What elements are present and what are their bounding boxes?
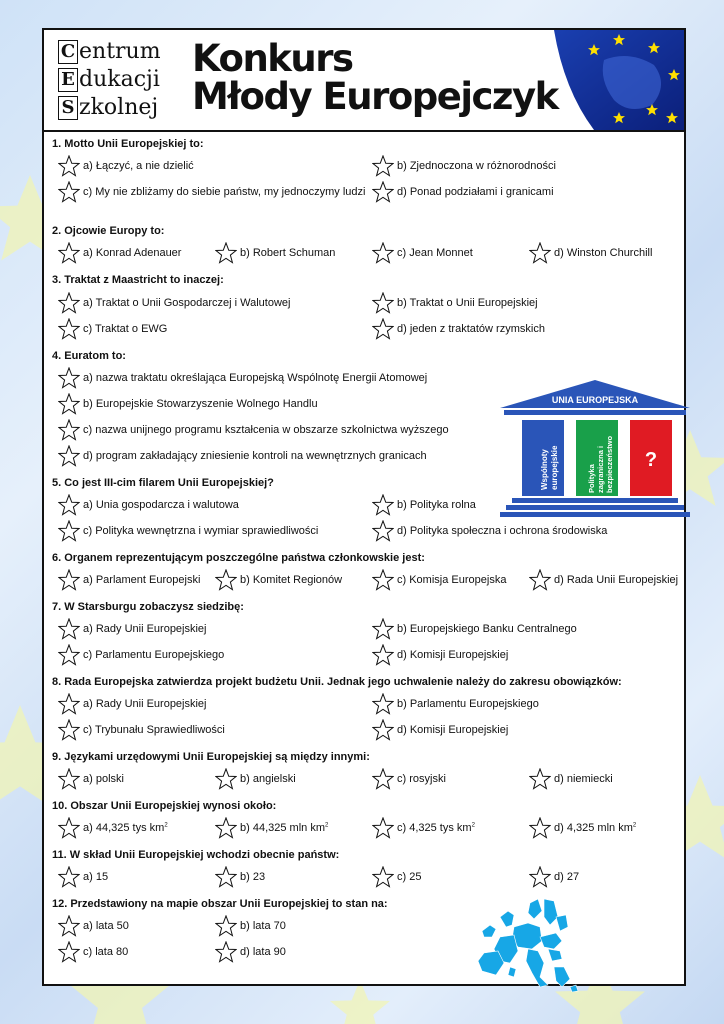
pillar-2-label: Politykazagraniczna ibezpieczeństwo — [587, 435, 614, 493]
page-title — [192, 37, 558, 118]
star-checkbox-icon[interactable] — [372, 181, 394, 203]
star-checkbox-icon[interactable] — [58, 768, 80, 790]
logo-cap-c: C — [58, 40, 78, 64]
header — [44, 30, 684, 132]
star-checkbox-icon[interactable] — [58, 618, 80, 640]
star-checkbox-icon[interactable] — [372, 693, 394, 715]
logo-text-1: entrum — [79, 39, 161, 64]
question-12: 12. Przedstawiony na mapie obszar Unii Europejskiej to stan na: — [52, 898, 388, 910]
pillar-3-label: ? — [644, 449, 658, 471]
star-checkbox-icon[interactable] — [58, 292, 80, 314]
question-6: 6. Organem reprezentującym poszczególne państwa członkowskie jest: — [52, 552, 425, 564]
question-1: 1. Motto Unii Europejskiej to: — [52, 138, 204, 150]
question-8: 8. Rada Europejska zatwierdza projekt budżetu Unii. Jednak jego uchwalenie należy do zakresu obowiązków: — [52, 676, 622, 688]
question-10: 10. Obszar Unii Europejskiej wynosi około: — [52, 800, 277, 812]
eu-map-image — [470, 897, 580, 992]
question-2: 2. Ojcowie Europy to: — [52, 225, 165, 237]
logo-text-3: zkolnej — [79, 95, 159, 120]
star-checkbox-icon[interactable] — [215, 768, 237, 790]
star-checkbox-icon[interactable] — [372, 242, 394, 264]
question-3: 3. Traktat z Maastricht to inaczej: — [52, 274, 224, 286]
star-checkbox-icon[interactable] — [58, 393, 80, 415]
star-checkbox-icon[interactable] — [58, 494, 80, 516]
question-7: 7. W Starsburgu zobaczysz siedzibę: — [52, 601, 244, 613]
star-checkbox-icon[interactable] — [58, 367, 80, 389]
quiz-sheet: C entrum E dukacji S zkolnej Konkurs Młody Europejczyk 1. Motto Unii Europejskiej to: a) Łączyć, a nie dzielić b) Zjednoczona w różnorodności c) My nie zbliżamy do siebie państw, my jednoczymy ludzi d) Ponad podziałami i granicami 2. Ojcowie Europy to: a) Konrad Adenauer b) Robert Schuman c) Jean Monnet d) Winston Churchill 3. Traktat z Maastricht to inaczej: a) Traktat o Unii Gospodarczej i Walutowej b) Traktat o Unii Europejskiej c) Traktat o EWG d) jeden z traktatów rzymskich 4. Euratom to: a) nazwa traktatu określająca Europejską Wspólnotę Energii Atomowej b) Europejskie Stowarzyszenie Wolnego Handlu c) nazwa unijnego programu kształcenia w obszarze szkolnictwa wyższego d) program zakładający zniesienie kontroli na wewnętrznych granicach UNIA EUROPEJSKA Wspólnotyeuropejskie Politykazagraniczna ibezpieczeństwo ? 5. Co jest III-cim filarem Unii Europejskiej? a) Unia gospodarcza i walutowa b) Polityka rolna c) Polityka wewnętrzna i wymiar sprawiedliwości d) Polityka społeczna i ochrona środowiska 6. Organem reprezentującym poszczególne państwa członkowskie jest: a) Parlament Europejski b) Komitet Regionów c) Komisja Europejska d) Rada Unii Europejskiej 7. W Starsburgu zobaczysz siedzibę: a) Rady Unii Europejskiej b) Europejskiego Banku Centralnego c) Parlamentu Europejskiego d) Komisji Europejskiej 8. Rada Europejska zatwierdza projekt budżetu Unii. Jednak jego uchwalenie należy do zakresu obowiązków: a) Rady Unii Europejskiej b) Parlamentu Europejskiego c) Trybunału Sprawiedliwości d) Komisji Europejskiej 9. Językami urzędowymi Unii Europejskiej są między innymi: a) polski b) angielski c) rosyjski d) niemiecki 10. Obszar Unii Europejskiej wynosi około: a) 44,325 tys $km^2$ b) 44,325 mln $km^2$ c) 4,325 tys $km^2$ d) 4,325 mln $km^2$ 11. W skład Unii Europejskiej wchodzi obecnie państw: a) 15 b) 23 c) 25 d) 27 12. Przedstawiony na mapie obszar Unii Europejskiej to stan na: a) lata 50 b) lata 70 c) lata 80 d) lata 90 — [42, 28, 686, 986]
star-checkbox-icon[interactable] — [58, 941, 80, 963]
eu-stars-banner — [534, 30, 684, 130]
star-checkbox-icon[interactable] — [372, 866, 394, 888]
star-checkbox-icon[interactable] — [372, 155, 394, 177]
star-checkbox-icon[interactable] — [372, 520, 394, 542]
pillars-roof-label: UNIA EUROPEJSKA — [551, 395, 639, 405]
star-checkbox-icon[interactable] — [215, 941, 237, 963]
logo-text-2: dukacji — [79, 67, 160, 92]
star-checkbox-icon[interactable] — [529, 866, 551, 888]
star-checkbox-icon[interactable] — [58, 719, 80, 741]
star-checkbox-icon[interactable] — [58, 644, 80, 666]
star-checkbox-icon[interactable] — [372, 292, 394, 314]
logo-cap-e: E — [58, 68, 78, 92]
star-checkbox-icon[interactable] — [215, 866, 237, 888]
star-checkbox-icon[interactable] — [58, 693, 80, 715]
question-5: 5. Co jest III-cim filarem Unii Europejskiej? — [52, 477, 274, 489]
star-checkbox-icon[interactable] — [58, 318, 80, 340]
star-checkbox-icon[interactable] — [215, 569, 237, 591]
star-checkbox-icon[interactable] — [372, 318, 394, 340]
title-line-1: Konkurs — [192, 37, 353, 80]
star-checkbox-icon[interactable] — [58, 915, 80, 937]
star-checkbox-icon[interactable] — [372, 569, 394, 591]
star-checkbox-icon[interactable] — [58, 866, 80, 888]
star-checkbox-icon[interactable] — [58, 817, 80, 839]
star-checkbox-icon[interactable] — [372, 618, 394, 640]
star-checkbox-icon[interactable] — [58, 419, 80, 441]
logo-cap-s: S — [58, 96, 78, 120]
star-checkbox-icon[interactable] — [58, 569, 80, 591]
star-checkbox-icon[interactable] — [58, 181, 80, 203]
star-checkbox-icon[interactable] — [215, 915, 237, 937]
star-checkbox-icon[interactable] — [529, 768, 551, 790]
star-checkbox-icon[interactable] — [372, 768, 394, 790]
logo — [58, 38, 178, 124]
star-checkbox-icon[interactable] — [215, 242, 237, 264]
title-line-2: Młody Europejczyk — [192, 75, 558, 118]
question-4: 4. Euratom to: — [52, 350, 126, 362]
star-checkbox-icon[interactable] — [58, 155, 80, 177]
question-9: 9. Językami urzędowymi Unii Europejskiej są między innymi: — [52, 751, 370, 763]
star-checkbox-icon[interactable] — [529, 242, 551, 264]
star-checkbox-icon[interactable] — [58, 445, 80, 467]
star-checkbox-icon[interactable] — [529, 569, 551, 591]
pillar-1-label: Wspólnotyeuropejskie — [540, 445, 559, 490]
question-11: 11. W skład Unii Europejskiej wchodzi obecnie państw: — [52, 849, 340, 861]
star-checkbox-icon[interactable] — [58, 520, 80, 542]
star-checkbox-icon[interactable] — [372, 644, 394, 666]
star-checkbox-icon[interactable] — [372, 817, 394, 839]
star-checkbox-icon[interactable] — [58, 242, 80, 264]
star-checkbox-icon[interactable] — [529, 817, 551, 839]
star-checkbox-icon[interactable] — [215, 817, 237, 839]
star-checkbox-icon[interactable] — [372, 719, 394, 741]
star-checkbox-icon[interactable] — [372, 494, 394, 516]
eu-pillars-diagram — [500, 380, 690, 520]
